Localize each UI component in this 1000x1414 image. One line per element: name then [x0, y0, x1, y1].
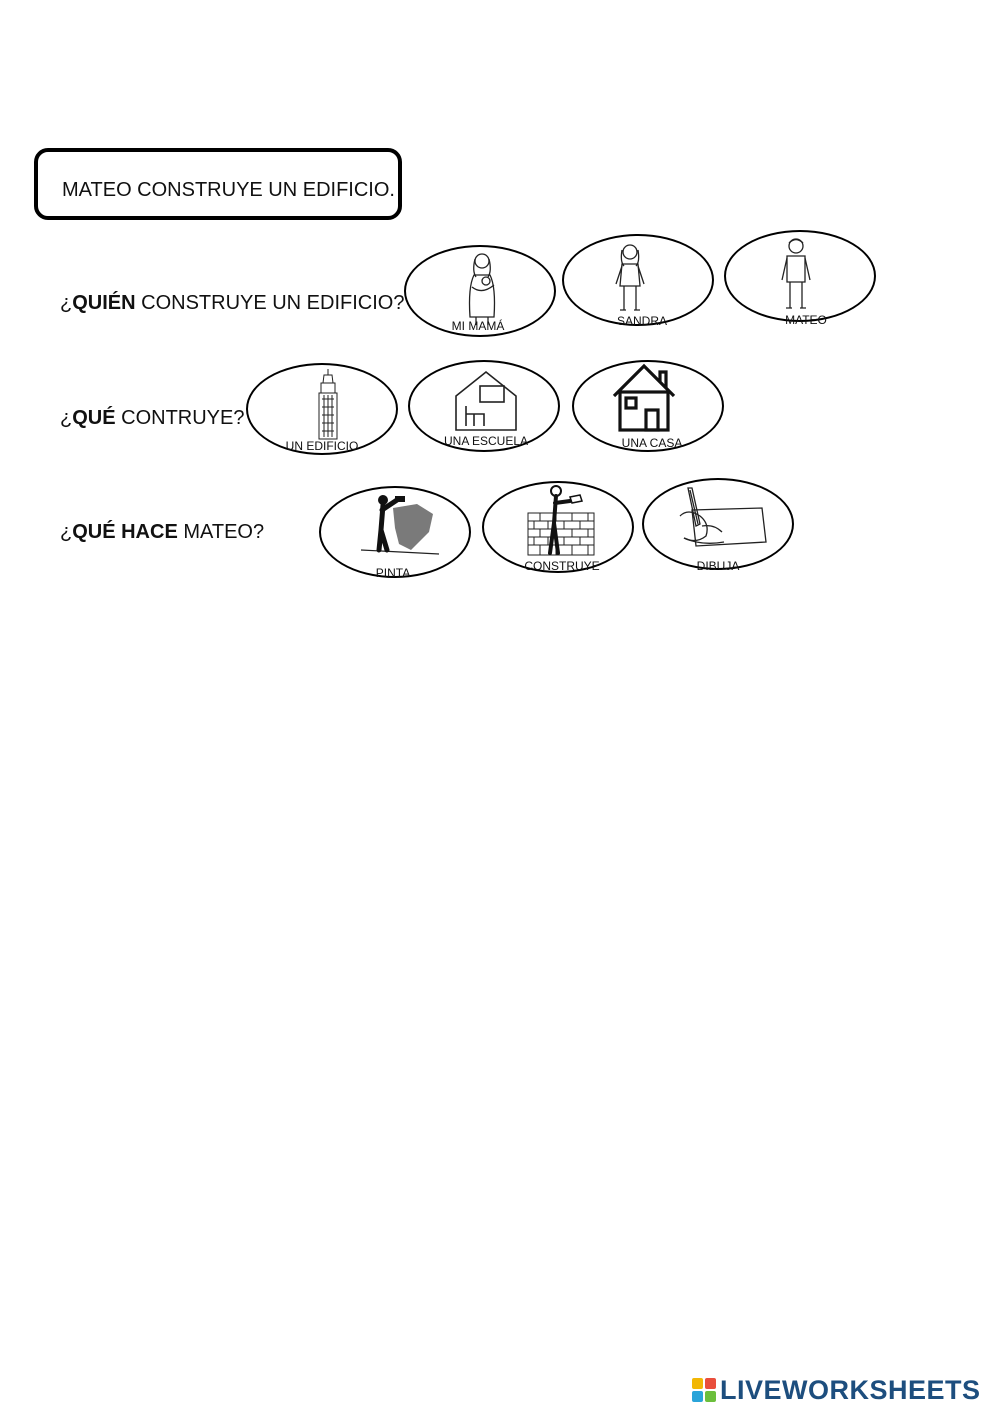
brand-name: LIVEWORKSHEETS [720, 1374, 981, 1405]
question-who [60, 292, 404, 315]
logo-icon [692, 1378, 716, 1402]
option-construye[interactable] [482, 481, 634, 573]
liveworksheets-logo [692, 1376, 981, 1404]
option-sandra[interactable] [562, 234, 714, 326]
logo-square-green [705, 1391, 716, 1402]
option-mi-mama[interactable] [404, 245, 556, 337]
question-prefix: ¿ [60, 292, 73, 314]
question-keyword: QUÉ [72, 407, 116, 429]
option-label: UN EDIFICIO [285, 439, 359, 453]
option-dibuja[interactable] [642, 478, 794, 573]
option-label: UNA CASA [621, 436, 683, 450]
logo-square-blue [692, 1391, 703, 1402]
option-label: SANDRA [616, 314, 667, 328]
question-does [60, 521, 264, 544]
option-mateo[interactable] [724, 230, 876, 327]
option-label: DIBUJA [696, 559, 740, 573]
boy-icon [726, 232, 878, 324]
option-pinta[interactable] [319, 486, 471, 578]
question-what [60, 407, 244, 430]
logo-square-red [705, 1378, 716, 1389]
option-una-escuela[interactable] [408, 360, 560, 452]
question-prefix: ¿ [60, 407, 73, 429]
question-keyword: QUIÉN [72, 292, 136, 314]
option-un-edificio[interactable] [246, 363, 398, 455]
question-rest: MATEO? [177, 521, 265, 543]
sentence-box [34, 148, 402, 220]
question-rest: CONSTRUYE UN EDIFICIO? [135, 292, 405, 314]
option-label: PINTA [375, 566, 411, 580]
question-rest: CONTRUYE? [115, 407, 245, 429]
sentence-text: MATEO CONSTRUYE UN EDIFICIO. [62, 179, 395, 201]
option-label: MI MAMÁ [451, 319, 505, 333]
option-label: UNA ESCUELA [443, 434, 529, 448]
logo-square-yellow [692, 1378, 703, 1389]
question-keyword: QUÉ HACE [72, 521, 178, 543]
option-una-casa[interactable] [572, 360, 724, 452]
option-label: MATEO [785, 313, 827, 327]
question-prefix: ¿ [60, 521, 73, 543]
option-label: CONSTRUYE [524, 559, 600, 573]
